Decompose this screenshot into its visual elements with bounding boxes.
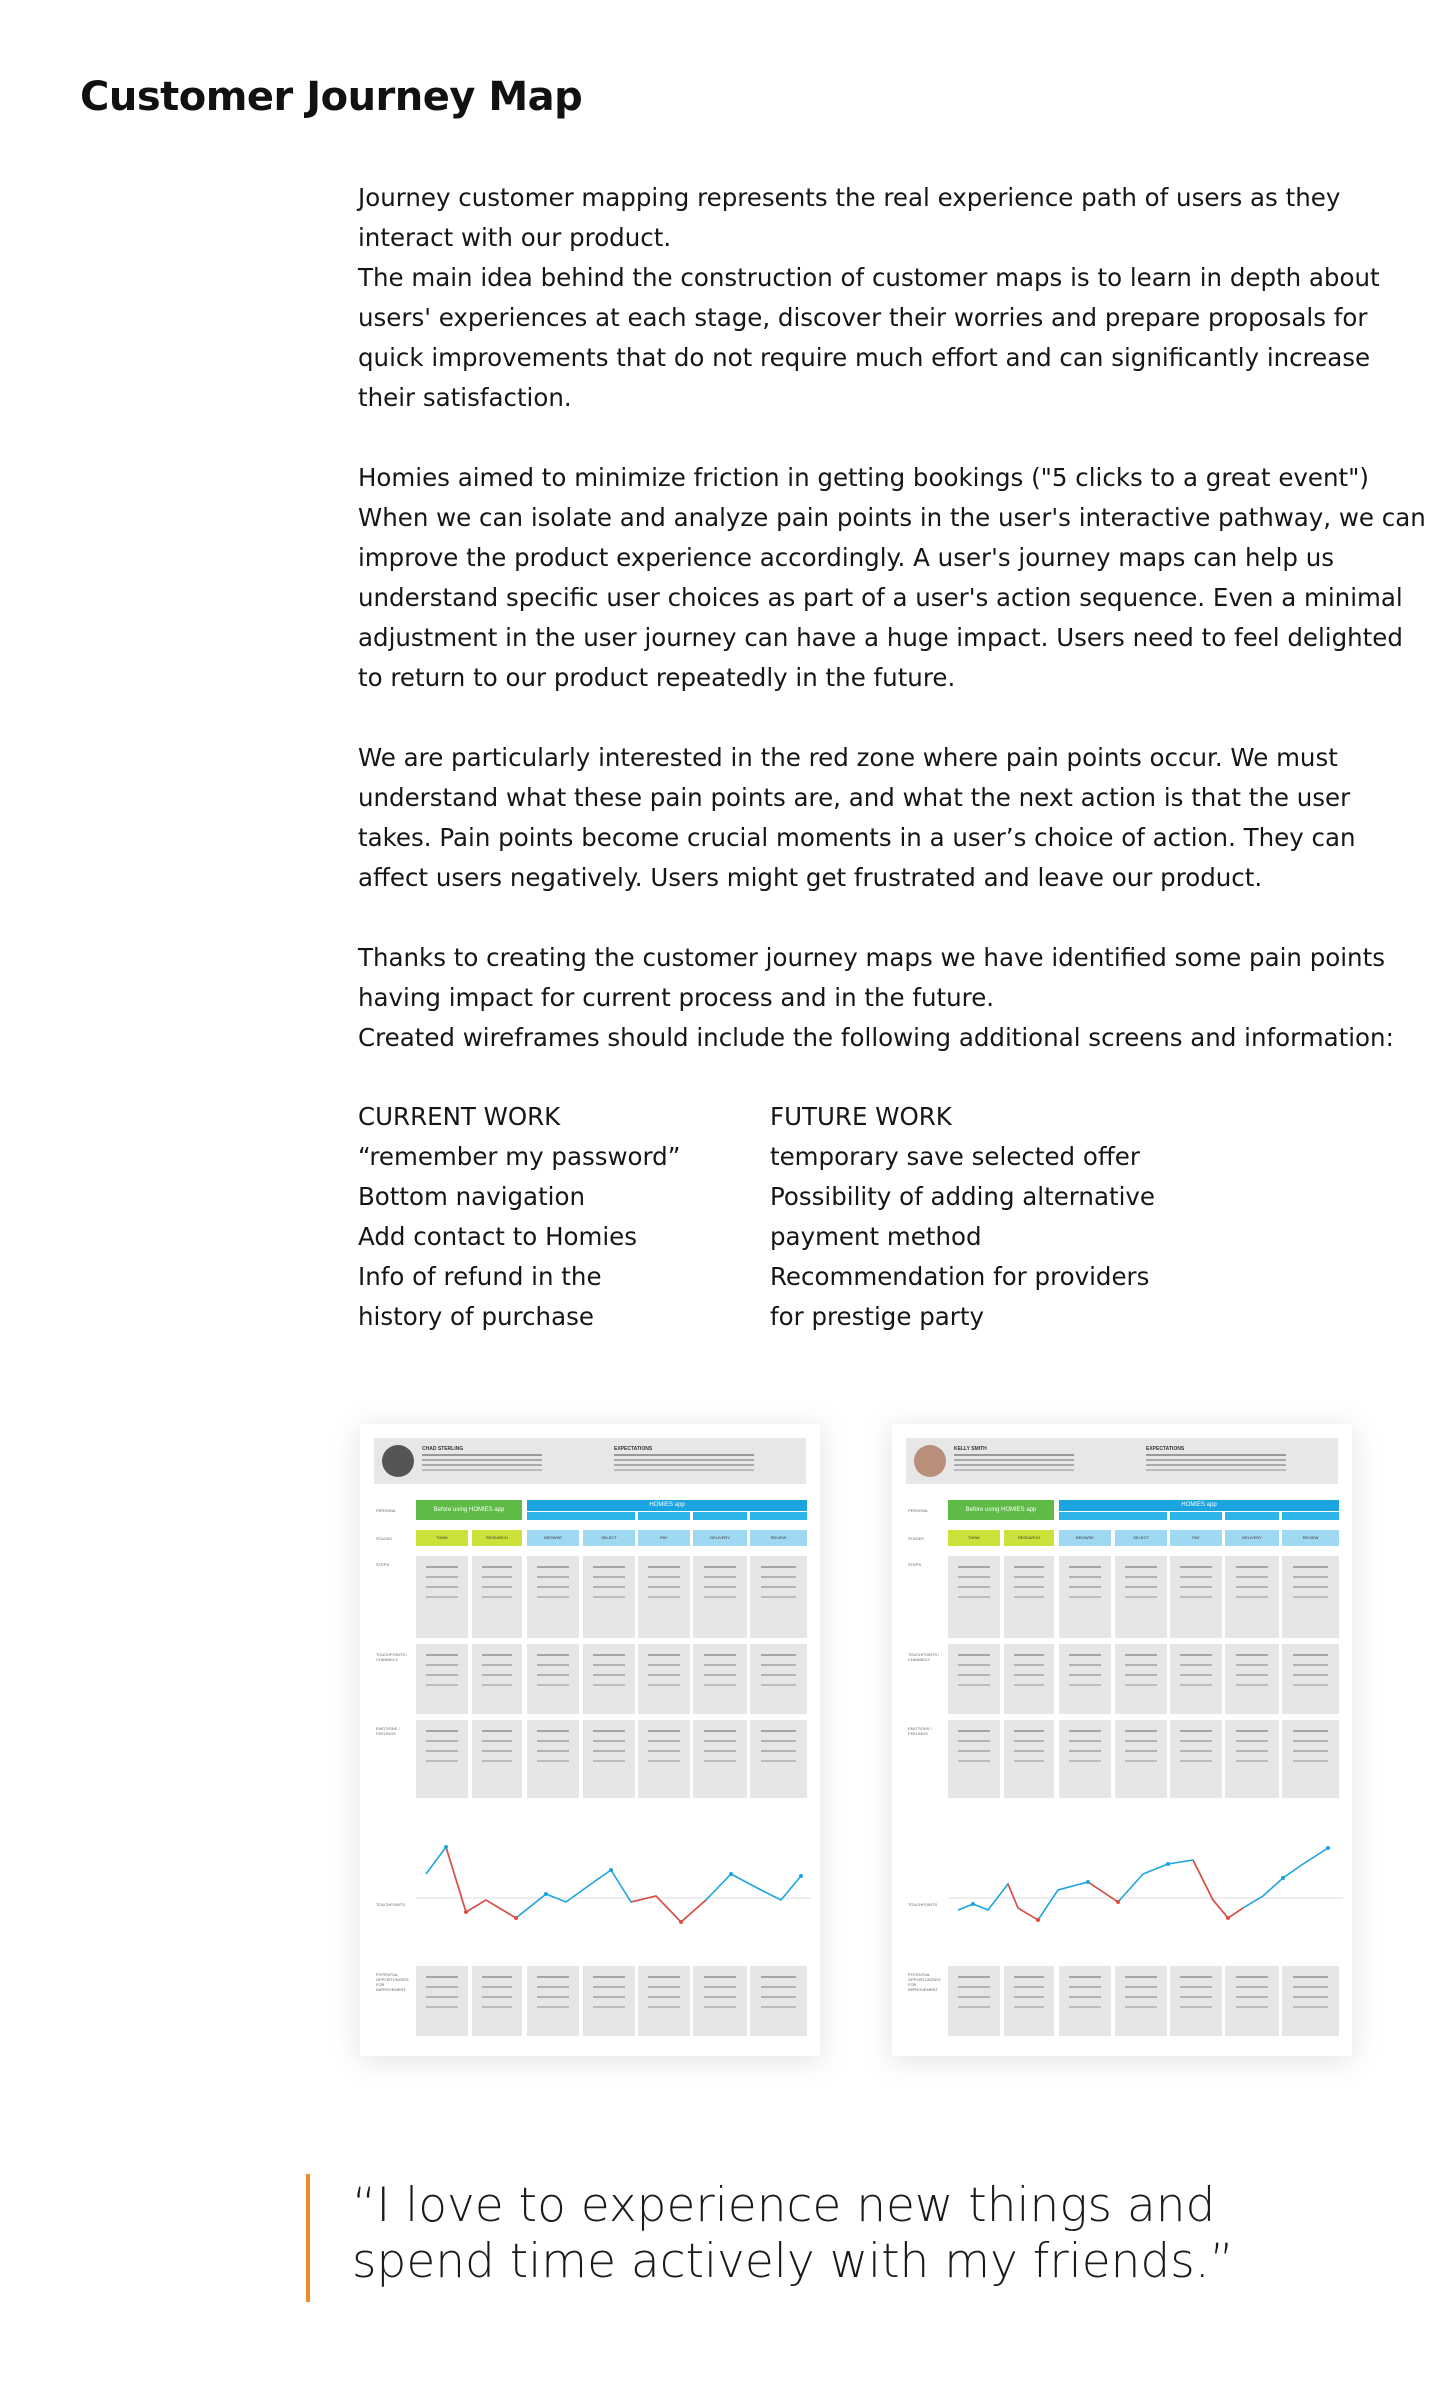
text-line: understand what these pain points are, and what the next action is that the user bbox=[358, 783, 1351, 812]
phase-before-app: Before using HOMIES app bbox=[948, 1500, 1054, 1520]
touchpoint-cell bbox=[1225, 1644, 1279, 1714]
emotion-cell bbox=[1059, 1720, 1111, 1798]
journey-map-image-chad bbox=[360, 1424, 820, 2056]
persona-description bbox=[422, 1454, 542, 1456]
steps-cell bbox=[527, 1556, 579, 1638]
steps-cell bbox=[472, 1556, 522, 1638]
touchpoint-cell bbox=[1170, 1644, 1222, 1714]
future-work-heading: FUTURE WORK bbox=[770, 1102, 952, 1131]
phase-before-app: Before using HOMIES app bbox=[416, 1500, 522, 1520]
list-item: Bottom navigation bbox=[358, 1182, 585, 1211]
text-line: affect users negatively. Users might get frustrated and leave our product. bbox=[358, 863, 1263, 892]
steps-cell bbox=[638, 1556, 690, 1638]
emotion-cell bbox=[527, 1720, 579, 1798]
opportunity-cell bbox=[1059, 1966, 1111, 2036]
subphase-bar bbox=[750, 1512, 807, 1520]
text-line: improve the product experience accordingly. A user's journey maps can help us bbox=[358, 543, 1335, 572]
stage-browse: BROWSE bbox=[527, 1530, 579, 1546]
opportunity-cell bbox=[472, 1966, 522, 2036]
emotion-cell bbox=[472, 1720, 522, 1798]
future-work-list bbox=[770, 1097, 1155, 1337]
stage-pay: PAY bbox=[1170, 1530, 1222, 1546]
journey-map-image-kelly bbox=[892, 1424, 1352, 2056]
opportunity-cell bbox=[1004, 1966, 1054, 2036]
text-line: having impact for current process and in the future. bbox=[358, 983, 995, 1012]
text-line: takes. Pain points become crucial moments in a user’s choice of action. They can bbox=[358, 823, 1356, 852]
touchpoint-cell bbox=[638, 1644, 690, 1714]
opportunity-cell bbox=[1115, 1966, 1167, 2036]
emotion-cell bbox=[638, 1720, 690, 1798]
avatar bbox=[914, 1445, 946, 1477]
emotion-cell bbox=[750, 1720, 807, 1798]
text-line: The main idea behind the construction of customer maps is to learn in depth about bbox=[358, 263, 1380, 292]
list-item: temporary save selected offer bbox=[770, 1142, 1140, 1171]
list-item: payment method bbox=[770, 1222, 982, 1251]
list-item: “remember my password” bbox=[358, 1142, 681, 1171]
stage-delivery: DELIVERY bbox=[1225, 1530, 1279, 1546]
opportunity-cell bbox=[527, 1966, 579, 2036]
row-label: STEPS bbox=[908, 1562, 922, 1567]
list-item: for prestige party bbox=[770, 1302, 984, 1331]
row-label: PERSONA bbox=[376, 1508, 396, 1513]
stage-research: RESEARCH bbox=[472, 1530, 522, 1546]
opportunity-cell bbox=[1170, 1966, 1222, 2036]
subphase-bar bbox=[1170, 1512, 1222, 1520]
steps-cell bbox=[1225, 1556, 1279, 1638]
steps-cell bbox=[750, 1556, 807, 1638]
intro-paragraph-4 bbox=[358, 938, 1394, 1058]
touchpoint-cell bbox=[583, 1644, 635, 1714]
opportunity-cell bbox=[948, 1966, 1000, 2036]
touchpoint-cell bbox=[1282, 1644, 1339, 1714]
text-line: When we can isolate and analyze pain points in the user's interactive pathway, we can bbox=[358, 503, 1426, 532]
opportunity-cell bbox=[1282, 1966, 1339, 2036]
opportunity-cell bbox=[638, 1966, 690, 2036]
stage-think: THINK bbox=[416, 1530, 468, 1546]
list-item: Add contact to Homies bbox=[358, 1222, 637, 1251]
text-line: users' experiences at each stage, discover their worries and prepare proposals for bbox=[358, 303, 1368, 332]
opportunity-cell bbox=[750, 1966, 807, 2036]
touchpoint-cell bbox=[750, 1644, 807, 1714]
intro-paragraph-1 bbox=[358, 178, 1380, 418]
expectations-label: EXPECTATIONS bbox=[614, 1446, 653, 1452]
row-label: EMOTIONS / FEELINGS bbox=[908, 1726, 932, 1736]
persona-name: CHAD STERLING bbox=[422, 1446, 464, 1452]
text-line: adjustment in the user journey can have a huge impact. Users need to feel delighted bbox=[358, 623, 1403, 652]
expectations-description bbox=[1146, 1454, 1286, 1456]
phase-homies-app: HOMIES app bbox=[527, 1500, 807, 1511]
touchpoint-cell bbox=[416, 1644, 468, 1714]
stage-select: SELECT bbox=[1115, 1530, 1167, 1546]
text-line: quick improvements that do not require much effort and can significantly increase bbox=[358, 343, 1371, 372]
stage-think: THINK bbox=[948, 1530, 1000, 1546]
list-item: Recommendation for providers bbox=[770, 1262, 1150, 1291]
opportunity-cell bbox=[1225, 1966, 1279, 2036]
row-label: TOUCHPOINTS bbox=[908, 1902, 938, 1907]
subphase-bar bbox=[1059, 1512, 1167, 1520]
emotion-cell bbox=[583, 1720, 635, 1798]
subphase-bar bbox=[1282, 1512, 1339, 1520]
text-line: interact with our product. bbox=[358, 223, 672, 252]
list-item: Info of refund in the bbox=[358, 1262, 602, 1291]
quote-line: “I love to experience new things and bbox=[352, 2178, 1216, 2233]
text-line: understand specific user choices as part of a user's action sequence. Even a minimal bbox=[358, 583, 1403, 612]
steps-cell bbox=[1115, 1556, 1167, 1638]
stage-browse: BROWSE bbox=[1059, 1530, 1111, 1546]
row-label: EMOTIONS / FEELINGS bbox=[376, 1726, 400, 1736]
row-label: STAGES bbox=[908, 1536, 924, 1541]
text-line: We are particularly interested in the red zone where pain points occur. We must bbox=[358, 743, 1338, 772]
list-item: history of purchase bbox=[358, 1302, 594, 1331]
emotion-cell bbox=[1004, 1720, 1054, 1798]
emotion-cell bbox=[1225, 1720, 1279, 1798]
stage-review: REVIEW bbox=[750, 1530, 807, 1546]
intro-text bbox=[358, 178, 1426, 1098]
quote-line: spend time actively with my friends.” bbox=[352, 2234, 1235, 2289]
emotion-cell bbox=[416, 1720, 468, 1798]
expectations-description bbox=[614, 1454, 754, 1456]
subphase-bar bbox=[693, 1512, 747, 1520]
stage-select: SELECT bbox=[583, 1530, 635, 1546]
current-work-list bbox=[358, 1097, 680, 1337]
persona-name: KELLY SMITH bbox=[954, 1446, 987, 1452]
stage-review: REVIEW bbox=[1282, 1530, 1339, 1546]
emotion-cell bbox=[693, 1720, 747, 1798]
emotion-cell bbox=[1282, 1720, 1339, 1798]
text-line: Homies aimed to minimize friction in getting bookings ("5 clicks to a great event") bbox=[358, 463, 1369, 492]
testimonial-quote bbox=[352, 2178, 1234, 2290]
text-line: their satisfaction. bbox=[358, 383, 572, 412]
steps-cell bbox=[948, 1556, 1000, 1638]
steps-cell bbox=[693, 1556, 747, 1638]
subphase-bar bbox=[1225, 1512, 1279, 1520]
subphase-bar bbox=[527, 1512, 635, 1520]
steps-cell bbox=[1170, 1556, 1222, 1638]
text-line: Thanks to creating the customer journey maps we have identified some pain points bbox=[358, 943, 1385, 972]
emotion-curve bbox=[416, 1844, 816, 1954]
text-line: to return to our product repeatedly in the future. bbox=[358, 663, 956, 692]
row-label: TOUCHPOINTS bbox=[376, 1902, 406, 1907]
phase-homies-app: HOMIES app bbox=[1059, 1500, 1339, 1511]
stage-delivery: DELIVERY bbox=[693, 1530, 747, 1546]
intro-paragraph-3 bbox=[358, 738, 1358, 898]
emotion-cell bbox=[1170, 1720, 1222, 1798]
stage-research: RESEARCH bbox=[1004, 1530, 1054, 1546]
quote-accent-bar bbox=[306, 2174, 310, 2302]
row-label: TOUCHPOINTS / CHANNELS bbox=[908, 1652, 940, 1662]
steps-cell bbox=[1059, 1556, 1111, 1638]
steps-cell bbox=[1004, 1556, 1054, 1638]
text-line: Journey customer mapping represents the real experience path of users as they bbox=[358, 183, 1341, 212]
touchpoint-cell bbox=[472, 1644, 522, 1714]
text-line: Created wireframes should include the following additional screens and information: bbox=[358, 1023, 1394, 1052]
steps-cell bbox=[416, 1556, 468, 1638]
touchpoint-cell bbox=[1115, 1644, 1167, 1714]
emotion-cell bbox=[948, 1720, 1000, 1798]
steps-cell bbox=[583, 1556, 635, 1638]
opportunity-cell bbox=[693, 1966, 747, 2036]
subphase-bar bbox=[638, 1512, 690, 1520]
touchpoint-cell bbox=[693, 1644, 747, 1714]
touchpoint-cell bbox=[1059, 1644, 1111, 1714]
steps-cell bbox=[1282, 1556, 1339, 1638]
persona-description bbox=[954, 1454, 1074, 1456]
row-label: STEPS bbox=[376, 1562, 390, 1567]
emotion-cell bbox=[1115, 1720, 1167, 1798]
avatar bbox=[382, 1445, 414, 1477]
opportunity-cell bbox=[416, 1966, 468, 2036]
current-work-heading: CURRENT WORK bbox=[358, 1102, 561, 1131]
row-label: POTENTIAL OPPORTUNITIES FOR IMPROVEMENT bbox=[376, 1972, 409, 1992]
row-label: PERSONA bbox=[908, 1508, 928, 1513]
persona-header bbox=[374, 1438, 806, 1484]
page-title: Customer Journey Map bbox=[80, 74, 583, 120]
row-label: STAGES bbox=[376, 1536, 392, 1541]
expectations-label: EXPECTATIONS bbox=[1146, 1446, 1185, 1452]
list-item: Possibility of adding alternative bbox=[770, 1182, 1155, 1211]
row-label: POTENTIAL OPPORTUNITIES FOR IMPROVEMENT bbox=[908, 1972, 941, 1992]
opportunity-cell bbox=[583, 1966, 635, 2036]
touchpoint-cell bbox=[1004, 1644, 1054, 1714]
intro-paragraph-2 bbox=[358, 458, 1426, 698]
row-label: TOUCHPOINTS / CHANNELS bbox=[376, 1652, 408, 1662]
emotion-curve bbox=[948, 1844, 1348, 1954]
stage-pay: PAY bbox=[638, 1530, 690, 1546]
touchpoint-cell bbox=[527, 1644, 579, 1714]
persona-header bbox=[906, 1438, 1338, 1484]
touchpoint-cell bbox=[948, 1644, 1000, 1714]
